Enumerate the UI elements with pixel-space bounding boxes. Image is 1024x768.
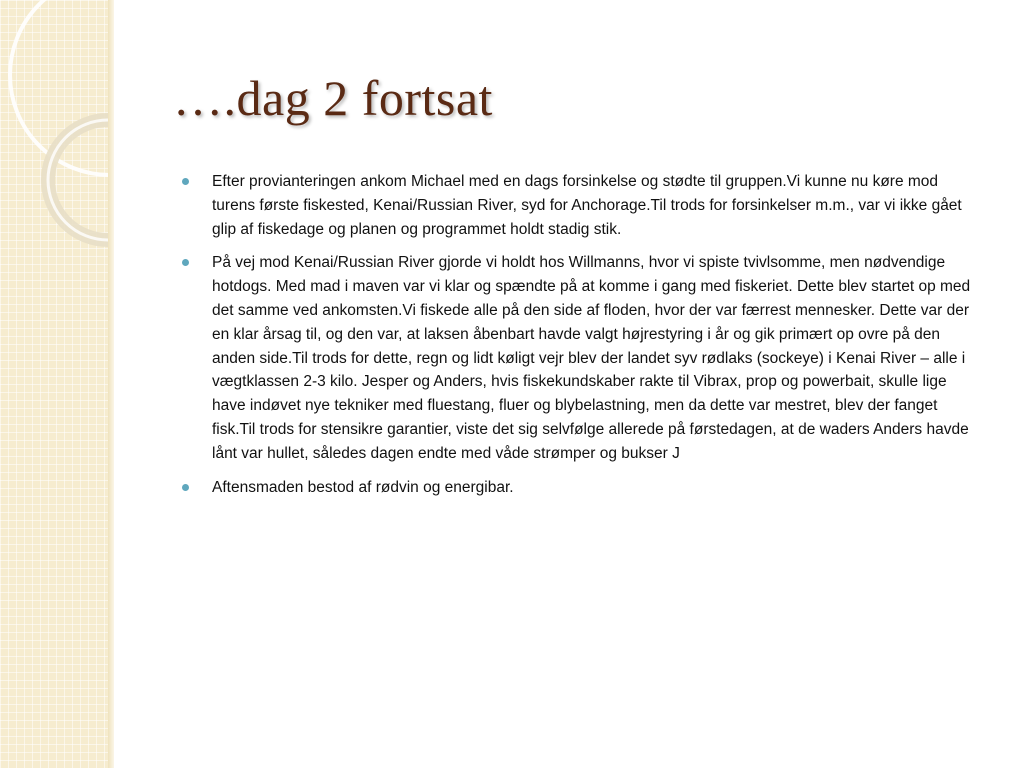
sidebar-edge [108,0,114,768]
bullet-text: På vej mod Kenai/Russian River gjorde vi holdt hos Willmanns, hvor vi spiste tvivlsomme, men nødvendige hotdogs. Med mad i maven var vi klar og spændte på at komme i gang med fiskeriet. Dette blev startet op med det samme ved ankomsten.Vi fiskede alle på den side af floden, hvor der var færrest mennesker. Dette var der en klar årsag til, og den var, at laksen åbenbart havde valgt højrestyring i år og gik primært op ovre på den anden side.Til trods for dette, regn og lidt køligt vejr blev der landet syv rødlaks (sockeye) i Kenai River – alle i vægtklassen 2-3 kilo. Jesper og Anders, hvis fiskekundskaber rakte til Vibrax, prop og powerbait, skulle lige have indøvet nye tekniker med fluestang, fluer og blybelastning, men da dette var mestret, blev der fanget fisk.Til trods for stensikre garantier, viste det sig selvfølge allerede på førstedagen, at de waders Anders havde lånt var hullet, således dagen endte med våde strømper og bukser J [212,254,971,462]
decorative-sidebar [0,0,114,768]
bullet-item [180,170,980,241]
bullet-item [180,251,980,465]
bullet-list [180,170,980,509]
bullet-dot-icon [182,484,189,491]
bullet-dot-icon [182,259,189,266]
slide-title: ….dag 2 fortsat [173,70,493,126]
decorative-rings [0,0,114,768]
bullet-text: Efter provianteringen ankom Michael med en dags forsinkelse og stødte til gruppen.Vi kunne nu køre mod turens første fiskested, Kenai/Russian River, syd for Anchorage.Til trods for forsinkelser m.m., var vi ikke gået glip af fiskedage og planen og programmet holdt stadig stik. [212,173,962,238]
bullet-text: Aftensmaden bestod af rødvin og energibar. [212,478,514,496]
bullet-item [180,476,980,500]
bullet-dot-icon [182,178,189,185]
